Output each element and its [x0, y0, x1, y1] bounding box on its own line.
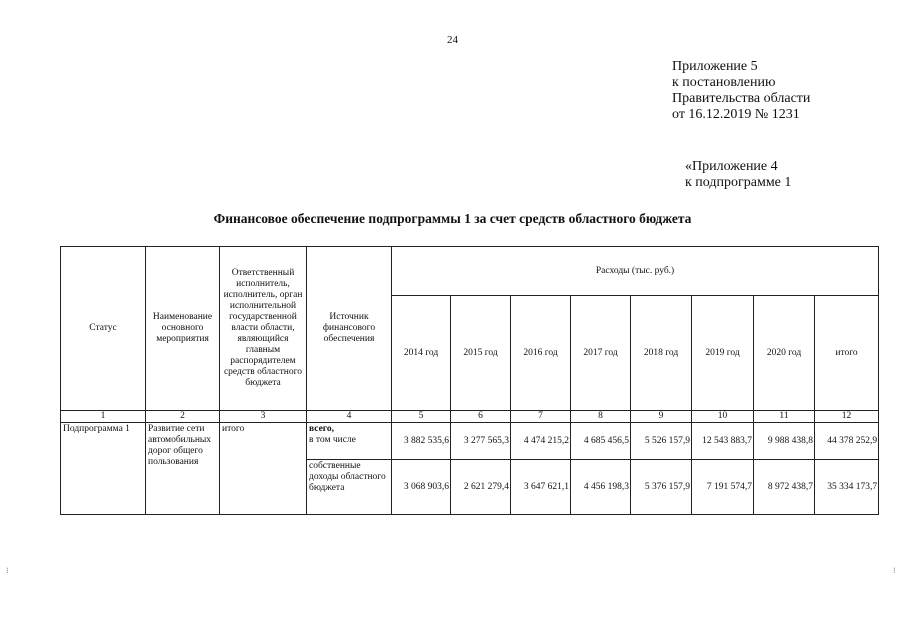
- header-year: 2015 год: [451, 296, 511, 411]
- value-cell: 7 191 574,7: [692, 460, 754, 515]
- value-cell: 8 972 438,7: [754, 460, 815, 515]
- appendix-line: от 16.12.2019 № 1231: [672, 107, 800, 122]
- appendix-prev-line: к подпрограмме 1: [685, 175, 792, 190]
- source-cell: [307, 423, 392, 460]
- column-number: 5: [392, 411, 451, 423]
- appendix-line: к постановлению: [672, 75, 776, 90]
- header-total: итого: [815, 296, 879, 411]
- column-number: 12: [815, 411, 879, 423]
- header-year: 2018 год: [631, 296, 692, 411]
- header-year: 2017 год: [571, 296, 631, 411]
- scan-mark: ⁝: [893, 566, 896, 575]
- header-status: Статус: [61, 247, 146, 411]
- financing-table: [60, 246, 879, 515]
- column-number: 10: [692, 411, 754, 423]
- source-total-label: всего,: [309, 424, 334, 434]
- value-cell: 5 376 157,9: [631, 460, 692, 515]
- column-number: 2: [146, 411, 220, 423]
- value-cell: 2 621 279,4: [451, 460, 511, 515]
- header-source: Источник финансового обеспечения: [307, 247, 392, 411]
- header-name: Наименование основного мероприятия: [146, 247, 220, 411]
- value-cell: 4 474 215,2: [511, 423, 571, 460]
- appendix-line: Приложение 5: [672, 59, 758, 74]
- value-cell: 3 277 565,3: [451, 423, 511, 460]
- value-cell: 9 988 438,8: [754, 423, 815, 460]
- header-expenses: Расходы (тыс. руб.): [392, 247, 879, 296]
- header-year: 2014 год: [392, 296, 451, 411]
- value-cell: 5 526 157,9: [631, 423, 692, 460]
- header-year: 2020 год: [754, 296, 815, 411]
- responsible-cell: итого: [220, 423, 307, 515]
- column-number: 11: [754, 411, 815, 423]
- document-title: Финансовое обеспечение подпрограммы 1 за счет средств областного бюджета: [213, 211, 692, 226]
- source-including-label: в том числе: [309, 435, 356, 445]
- value-cell: 3 068 903,6: [392, 460, 451, 515]
- measure-name-cell: Развитие сети автомобильных дорог общего пользования: [146, 423, 220, 515]
- column-number: 9: [631, 411, 692, 423]
- header-responsible: Ответственный исполнитель, исполнитель, орган исполнительной государственной власти области, являющийся главным распорядителем средств областного бюджета: [220, 247, 307, 411]
- value-cell: 3 647 621,1: [511, 460, 571, 515]
- column-number: 8: [571, 411, 631, 423]
- column-number: 1: [61, 411, 146, 423]
- header-year: 2016 год: [511, 296, 571, 411]
- table-row: [61, 423, 879, 460]
- column-number: 6: [451, 411, 511, 423]
- value-cell: 35 334 173,7: [815, 460, 879, 515]
- value-cell: 12 543 883,7: [692, 423, 754, 460]
- value-cell: 4 685 456,5: [571, 423, 631, 460]
- page-number: 24: [447, 34, 458, 46]
- appendix-prev-block: [685, 159, 791, 191]
- appendix-line: Правительства области: [672, 91, 811, 106]
- column-number: 4: [307, 411, 392, 423]
- appendix-prev-line: «Приложение 4: [685, 159, 778, 174]
- header-year: 2019 год: [692, 296, 754, 411]
- column-number: 7: [511, 411, 571, 423]
- value-cell: 4 456 198,3: [571, 460, 631, 515]
- value-cell: 44 378 252,9: [815, 423, 879, 460]
- appendix-block: [672, 59, 810, 123]
- column-number: 3: [220, 411, 307, 423]
- status-cell: Подпрограмма 1: [61, 423, 146, 515]
- scan-mark: ⁝: [6, 566, 9, 575]
- value-cell: 3 882 535,6: [392, 423, 451, 460]
- source-cell: собственные доходы областного бюджета: [307, 460, 392, 515]
